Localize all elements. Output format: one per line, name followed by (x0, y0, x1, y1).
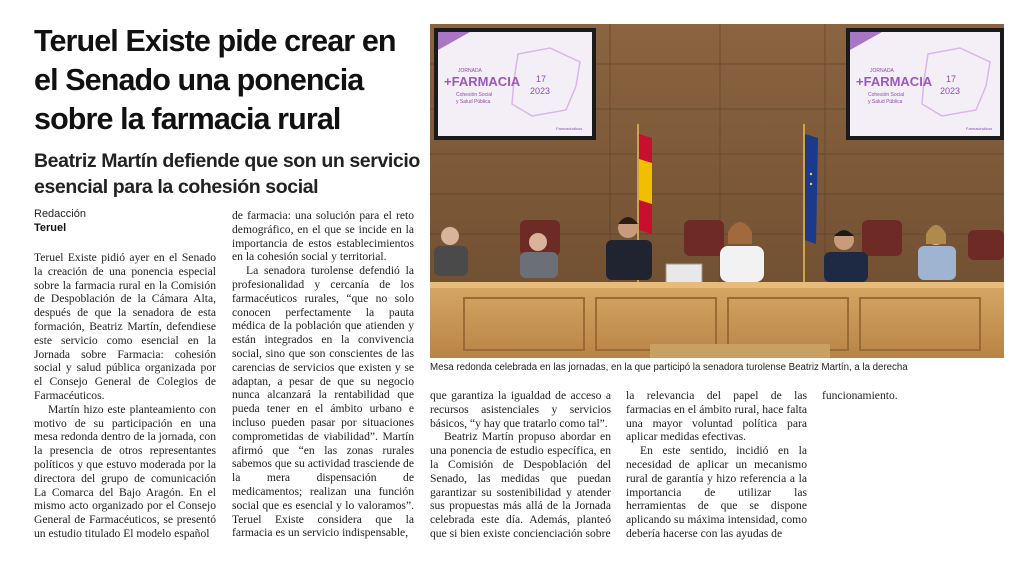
article-paragraph: La senadora turolense defendió la profesionalidad y cercanía de los farmacéuticos rurales, “que no solo conocen perfectamente la pauta médica de la población que atienden y están integrados en la convivencia social, sino que son conscientes de las carencias de servicios que existen y se adaptan, a pesar de que su negocio nunca alcanzará la rentabilidad que pueda tener en el ámbito urbano e incluso pueden pasar por situaciones comprometidas de viabilidad”. Martín afirmó que “en las zonas rurales sabemos que su actividad trasciende de la mera dispensación de medicamentos; realizan una función social que es esencial y lo valoramos”. Teruel Existe considera que la farmacia es un servicio indispensable, (232, 264, 414, 540)
article-column-3 (430, 389, 611, 549)
photo-caption: Mesa redonda celebrada en las jornadas, en la que participó la senadora turolense Beatriz Martín, a la derecha (430, 362, 908, 373)
right-screen-jornada: JORNADA (870, 68, 894, 74)
left-screen-date-day: 17 (536, 74, 547, 84)
left-screen-line2: y Salud Pública (456, 99, 491, 105)
right-screen-title: +FARMACIA (856, 74, 933, 89)
article-paragraph: funcionamiento. (822, 389, 898, 402)
article-column-1 (34, 251, 216, 549)
article-paragraph: Beatriz Martín propuso abordar en una ponencia de estudio específica, en la Comisión de Despoblación del Senado, las medidas que puedan garantizar su sostenibilidad y atender sus propuestas más allá de la Jornada celebrada este día. Además, planteó que si bien existe concienciación sobre (430, 430, 611, 540)
subheadline: Beatriz Martín defiende que son un servicio esencial para la cohesión social (34, 150, 420, 198)
left-screen-line1: Cohesión Social (456, 92, 493, 98)
article-paragraph: Teruel Existe pidió ayer en el Senado la creación de una ponencia especial sobre la farmacia rural en la Comisión de Despoblación de la Cámara Alta, después de que la senadora de esta formación, Beatriz Martín, defendiese este servicio como esencial en la Jornada sobre Farmacia: cohesión social y salud pública organizada por el Consejo General de Colegios de Farmacéuticos. (34, 251, 216, 402)
byline-role: Redacción (34, 208, 86, 220)
article-paragraph: la relevancia del papel de las farmacias en el ámbito rural, hace falta una mayor voluntad política para aplicar medidas efectivas. (626, 389, 807, 444)
left-screen-title: +FARMACIA (444, 74, 521, 89)
article-paragraph: de farmacia: una solución para el reto demográfico, en el que se incide en la importancia de estos establecimientos en la cohesión social y territorial. (232, 209, 414, 264)
right-screen-line1: Cohesión Social (868, 92, 905, 98)
right-screen-date-year: 2023 (940, 86, 961, 96)
roundtable-photo (430, 24, 1004, 358)
left-screen-date-year: 2023 (530, 86, 551, 96)
photo-senate-roundtable (430, 24, 1004, 358)
byline-city: Teruel (34, 222, 67, 234)
right-screen-line2: y Salud Pública (868, 99, 903, 105)
left-screen-org: Farmacéuticos (556, 126, 583, 131)
right-screen-date-day: 17 (946, 74, 957, 84)
article-column-4 (626, 389, 807, 549)
article-column-5 (822, 389, 1004, 549)
article-paragraph: Martín hizo este planteamiento con motivo de su participación en una mesa redonda dentro de la jornada, con la presencia de otros representantes políticos y que estuvo moderada por la directora del grupo de comunicación La Comarca del Bajo Aragón. En el mismo acto organizado por el Consejo General de Farmacéuticos, se presentó un estudio titulado El modelo español (34, 402, 216, 540)
article-paragraph: que garantiza la igualdad de acceso a recursos asistenciales y servicios básicos, “y hay que tratarlo como tal”. (430, 389, 611, 430)
right-screen-org: Farmacéuticos (966, 126, 993, 131)
article-column-2 (232, 209, 414, 549)
article-paragraph: En este sentido, incidió en la necesidad de aplicar un mecanismo rural de garantía y hizo referencia a la importancia de utilizar las herramientas de que se dispone aplicando su máxima intensidad, como debería hacerse con las ayudas de (626, 444, 807, 540)
headline: Teruel Existe pide crear en el Senado una ponencia sobre la farmacia rural (34, 24, 396, 136)
right-screen (846, 28, 1004, 140)
left-screen-jornada: JORNADA (458, 68, 482, 74)
left-screen (434, 28, 596, 140)
